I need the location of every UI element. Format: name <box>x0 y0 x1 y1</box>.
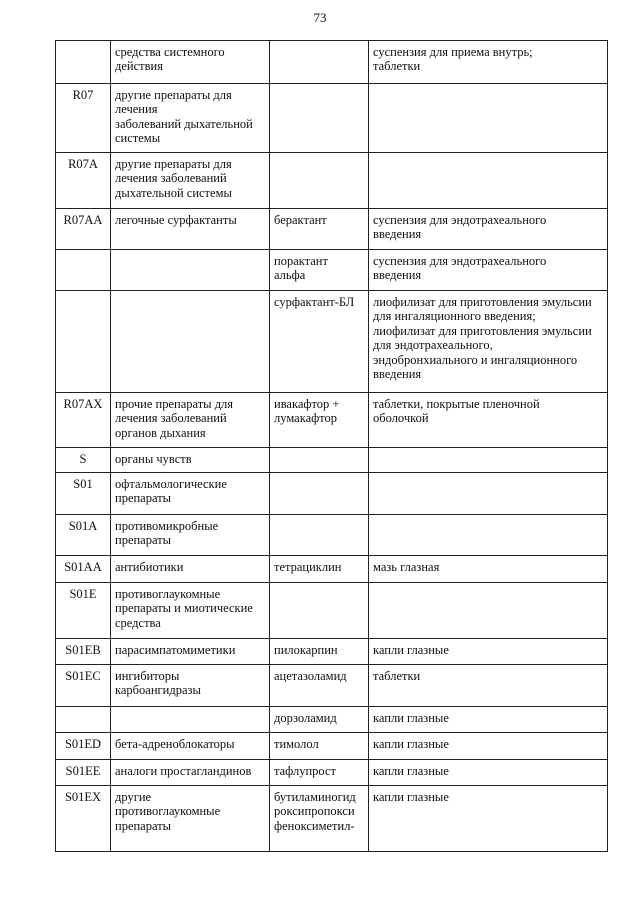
drug-name-cell: берактант <box>270 209 369 250</box>
anatomical-group-cell <box>111 707 270 733</box>
dosage-form-cell: капли глазные <box>369 786 608 852</box>
table-row <box>56 41 608 84</box>
table-row <box>56 556 608 583</box>
anatomical-group-cell: легочные сурфактанты <box>111 209 270 250</box>
atc-code-cell: S01EX <box>56 786 111 852</box>
drug-name-cell <box>270 583 369 639</box>
atc-code-cell: S01A <box>56 515 111 556</box>
table-row <box>56 473 608 515</box>
dosage-form-cell <box>369 153 608 209</box>
dosage-form-cell <box>369 515 608 556</box>
drug-name-cell <box>270 84 369 153</box>
atc-code-cell: S01E <box>56 583 111 639</box>
dosage-form-cell <box>369 448 608 473</box>
table-row <box>56 209 608 250</box>
drug-name-cell: тимолол <box>270 733 369 760</box>
drug-name-cell: ивакафтор + лумакафтор <box>270 393 369 448</box>
drug-table-body <box>56 41 608 852</box>
dosage-form-cell: суспензия для эндотрахеального введения <box>369 209 608 250</box>
dosage-form-cell: таблетки, покрытые пленочной оболочкой <box>369 393 608 448</box>
dosage-form-cell: капли глазные <box>369 707 608 733</box>
dosage-form-cell: суспензия для приема внутрь; таблетки <box>369 41 608 84</box>
anatomical-group-cell <box>111 250 270 291</box>
anatomical-group-cell: антибиотики <box>111 556 270 583</box>
dosage-form-cell <box>369 583 608 639</box>
atc-code-cell: S01AA <box>56 556 111 583</box>
atc-code-cell: S01EB <box>56 639 111 665</box>
dosage-form-cell: капли глазные <box>369 760 608 786</box>
table-row <box>56 291 608 393</box>
table-row <box>56 84 608 153</box>
table-row <box>56 786 608 852</box>
table-row <box>56 707 608 733</box>
table-row <box>56 583 608 639</box>
anatomical-group-cell: парасимпатомиметики <box>111 639 270 665</box>
drug-name-cell: тетрациклин <box>270 556 369 583</box>
drug-name-cell: бутиламиногид роксипропокси феноксиметил- <box>270 786 369 852</box>
table-row <box>56 448 608 473</box>
atc-code-cell: R07AA <box>56 209 111 250</box>
table-row <box>56 250 608 291</box>
anatomical-group-cell: офтальмологические препараты <box>111 473 270 515</box>
atc-code-cell <box>56 291 111 393</box>
atc-code-cell: S01EC <box>56 665 111 707</box>
anatomical-group-cell: прочие препараты для лечения заболеваний органов дыхания <box>111 393 270 448</box>
drug-name-cell: дорзоламид <box>270 707 369 733</box>
anatomical-group-cell: средства системного действия <box>111 41 270 84</box>
table-row <box>56 760 608 786</box>
dosage-form-cell: мазь глазная <box>369 556 608 583</box>
atc-code-cell: S01 <box>56 473 111 515</box>
table-row <box>56 153 608 209</box>
anatomical-group-cell: другие противоглаукомные препараты <box>111 786 270 852</box>
anatomical-group-cell: другие препараты для лечения заболеваний дыхательной системы <box>111 153 270 209</box>
anatomical-group-cell: противомикробные препараты <box>111 515 270 556</box>
atc-code-cell <box>56 250 111 291</box>
atc-code-cell: R07 <box>56 84 111 153</box>
anatomical-group-cell: ингибиторы карбоангидразы <box>111 665 270 707</box>
atc-code-cell: S01EE <box>56 760 111 786</box>
anatomical-group-cell: органы чувств <box>111 448 270 473</box>
drug-name-cell <box>270 515 369 556</box>
dosage-form-cell: лиофилизат для приготовления эмульсии для ингаляционного введения; лиофилизат для приготовления эмульсии для эндотрахеального, эндобронхиального и ингаляционного введения <box>369 291 608 393</box>
dosage-form-cell: суспензия для эндотрахеального введения <box>369 250 608 291</box>
drug-name-cell: сурфактант-БЛ <box>270 291 369 393</box>
atc-code-cell: R07A <box>56 153 111 209</box>
anatomical-group-cell: другие препараты для лечения заболеваний дыхательной системы <box>111 84 270 153</box>
page-number: 73 <box>313 10 327 25</box>
drug-name-cell: пилокарпин <box>270 639 369 665</box>
dosage-form-cell: таблетки <box>369 665 608 707</box>
atc-code-cell: R07AX <box>56 393 111 448</box>
anatomical-group-cell: противоглаукомные препараты и миотические средства <box>111 583 270 639</box>
dosage-form-cell <box>369 473 608 515</box>
drug-name-cell: ацетазоламид <box>270 665 369 707</box>
drug-name-cell: тафлупрост <box>270 760 369 786</box>
drug-name-cell <box>270 41 369 84</box>
dosage-form-cell: капли глазные <box>369 733 608 760</box>
table-row <box>56 733 608 760</box>
atc-code-cell <box>56 707 111 733</box>
drug-name-cell <box>270 473 369 515</box>
anatomical-group-cell: аналоги простагландинов <box>111 760 270 786</box>
drug-name-cell: порактант альфа <box>270 250 369 291</box>
table-row <box>56 639 608 665</box>
drug-name-cell <box>270 153 369 209</box>
atc-code-cell <box>56 41 111 84</box>
dosage-form-cell: капли глазные <box>369 639 608 665</box>
table-row <box>56 515 608 556</box>
table-row <box>56 393 608 448</box>
dosage-form-cell <box>369 84 608 153</box>
anatomical-group-cell <box>111 291 270 393</box>
atc-code-cell: S01ED <box>56 733 111 760</box>
drug-name-cell <box>270 448 369 473</box>
drug-table <box>55 40 608 852</box>
anatomical-group-cell: бета-адреноблокаторы <box>111 733 270 760</box>
table-row <box>56 665 608 707</box>
atc-code-cell: S <box>56 448 111 473</box>
